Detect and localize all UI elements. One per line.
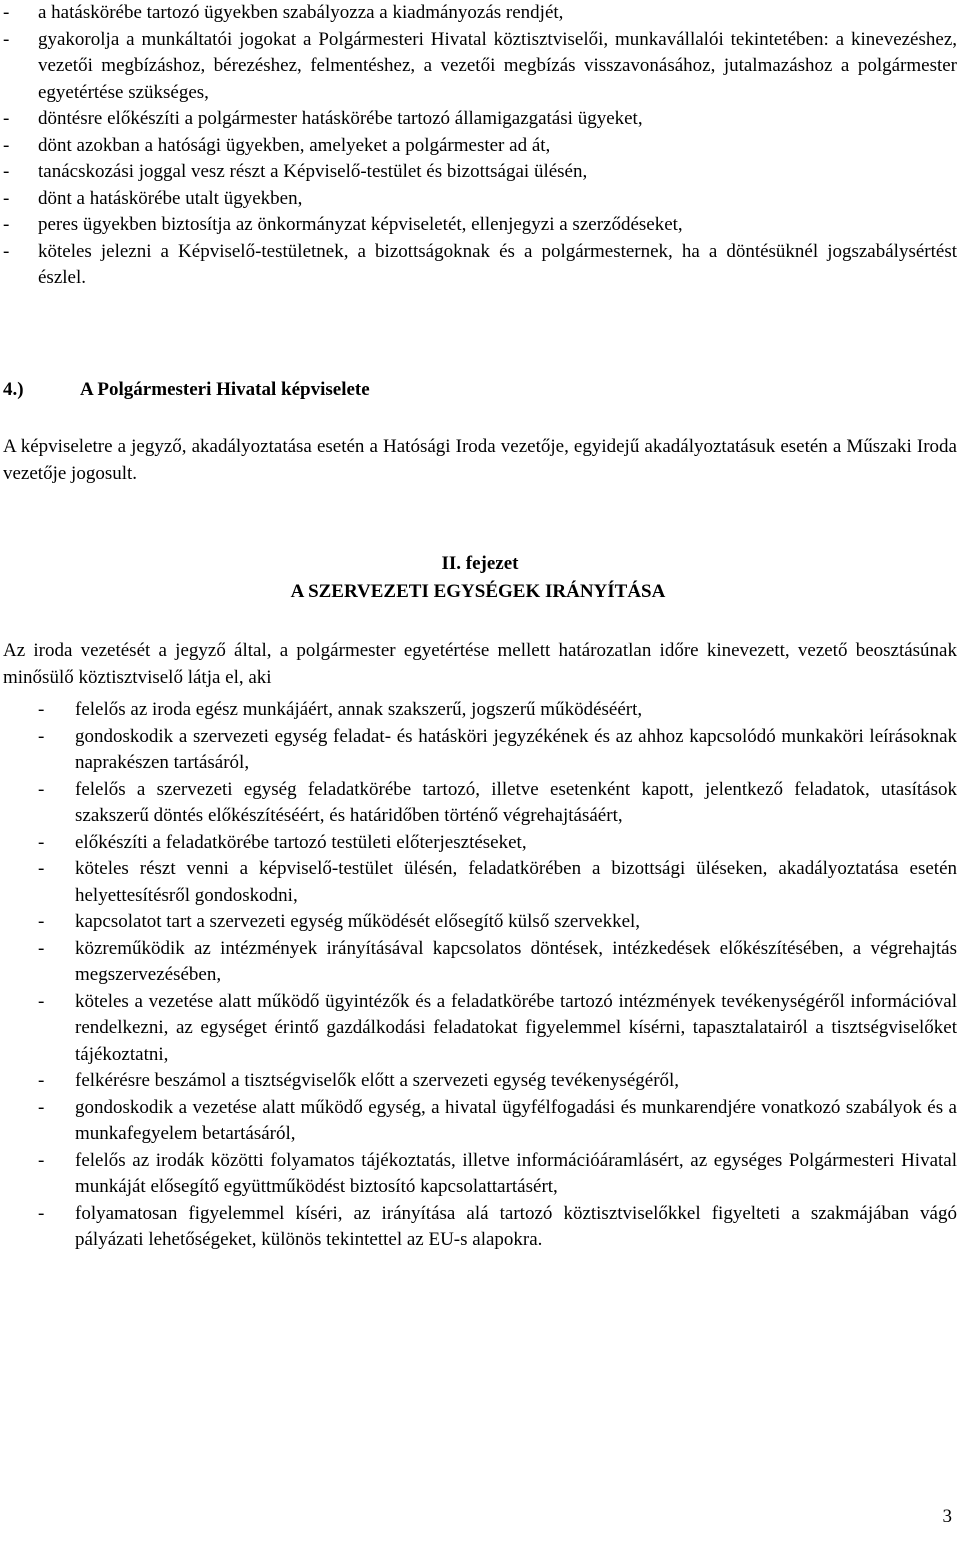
bullet-dash: - bbox=[3, 161, 10, 182]
list-item bbox=[0, 1201, 957, 1254]
section-number: 4.) bbox=[3, 379, 24, 400]
list-item bbox=[0, 777, 957, 830]
list-item bbox=[0, 909, 957, 936]
list-item-text: gondoskodik a szervezeti egység feladat- és hatásköri jegyzékének és az ahhoz kapcsolódó munkaköri leírásoknak naprakészen tartásáról, bbox=[75, 725, 957, 773]
list-item-text: felkérésre beszámol a tisztségviselők előtt a szervezeti egység tevékenységéről, bbox=[75, 1070, 680, 1091]
bullet-dash: - bbox=[38, 858, 45, 879]
bullet-dash: - bbox=[3, 214, 10, 235]
bullet-dash: - bbox=[38, 1070, 45, 1091]
list-item bbox=[0, 1095, 957, 1148]
duties-list-iroda-vezeto bbox=[0, 697, 957, 1254]
list-item-text: felelős az iroda egész munkájáért, annak szakszerű, jogszerű működéséért, bbox=[75, 699, 643, 720]
bullet-dash: - bbox=[3, 240, 10, 262]
list-item bbox=[0, 27, 957, 107]
bullet-dash: - bbox=[3, 187, 10, 209]
bullet-dash: - bbox=[38, 937, 45, 959]
list-item bbox=[0, 1068, 957, 1095]
list-item-text: közreműködik az intézmények irányításával kapcsolatos döntések, intézkedések előkészítésében, a végrehajtás megszervezésében, bbox=[75, 937, 957, 985]
duties-list-jegyzo bbox=[0, 0, 957, 292]
list-item bbox=[0, 186, 957, 213]
list-item-text: dönt a hatáskörébe utalt ügyekben, bbox=[38, 187, 303, 209]
bullet-dash: - bbox=[38, 911, 45, 932]
bullet-dash: - bbox=[38, 699, 45, 720]
list-item-text: folyamatosan figyelemmel kíséri, az irányítása alá tartozó köztisztviselőkkel figyelteti a szakmájában vágó pályázati lehetőségeket, különös tekintettel az EU-s alapokra. bbox=[75, 1202, 957, 1250]
list-item-text: köteles jelezni a Képviselő-testületnek, a bizottságoknak és a polgármesternek, ha a döntésüknél jogszabálysértést észlel. bbox=[38, 240, 957, 288]
list-item bbox=[0, 697, 957, 724]
bullet-dash: - bbox=[38, 778, 45, 800]
page-number: 3 bbox=[942, 1506, 952, 1527]
list-item-text: döntésre előkészíti a polgármester hatáskörébe tartozó államigazgatási ügyeket, bbox=[38, 108, 643, 129]
bullet-dash: - bbox=[38, 725, 45, 747]
list-item bbox=[0, 0, 957, 27]
list-item bbox=[0, 159, 957, 186]
list-item-text: köteles a vezetése alatt működő ügyintézők és a feladatkörébe tartozó intézmények tevékenységéről információval rendelkezni, az egységet érintő gazdálkodási feladatokat figyelemmel kísérni, tapasztalatairól a tisztségviselőket tájékoztatni, bbox=[75, 990, 957, 1065]
chapter-number: II. fejezet bbox=[441, 553, 519, 574]
list-item-text: köteles részt venni a képviselő-testület ülésén, feladatkörében a bizottsági üléseken, akadályoztatása esetén helyettesítésről gondoskodni, bbox=[75, 858, 957, 906]
list-item-text: gondoskodik a vezetése alatt működő egység, a hivatal ügyfélfogadási és munkarendjére vonatkozó szabályok és a munkafegyelem betartásáról, bbox=[75, 1096, 957, 1144]
bullet-dash: - bbox=[38, 990, 45, 1012]
representation-paragraph: A képviseletre a jegyző, akadályoztatása esetén a Hatósági Iroda vezetője, egyidejű akadályoztatásuk esetén a Műszaki Iroda vezetője jogosult. bbox=[3, 436, 957, 484]
list-item bbox=[0, 936, 957, 989]
list-item bbox=[0, 133, 957, 160]
list-item-text: a hatáskörébe tartozó ügyekben szabályozza a kiadmányozás rendjét, bbox=[38, 2, 564, 23]
list-item-text: kapcsolatot tart a szervezeti egység működését elősegítő külső szervekkel, bbox=[75, 911, 641, 932]
list-item-text: gyakorolja a munkáltatói jogokat a Polgármesteri Hivatal köztisztviselői, munkavállalói tekintetében: a kinevezéshez, vezetői megbízáshoz, bérezéshez, felmentéshez, a vezetői megbízás visszavonásához, jutalmazáshoz a polgármester egyetértése szükséges, bbox=[38, 28, 957, 103]
bullet-dash: - bbox=[38, 1096, 45, 1118]
bullet-dash: - bbox=[38, 1202, 45, 1224]
list-item-text: előkészíti a feladatkörébe tartozó testületi előterjesztéseket, bbox=[75, 831, 527, 853]
bullet-dash: - bbox=[3, 2, 10, 23]
bullet-dash: - bbox=[38, 1149, 45, 1171]
list-item bbox=[0, 989, 957, 1069]
bullet-dash: - bbox=[3, 28, 10, 50]
list-item bbox=[0, 856, 957, 909]
list-item-text: dönt azokban a hatósági ügyekben, amelyeket a polgármester ad át, bbox=[38, 134, 551, 156]
chapter-title: A SZERVEZETI EGYSÉGEK IRÁNYÍTÁSA bbox=[290, 581, 666, 602]
list-item bbox=[0, 724, 957, 777]
list-item bbox=[0, 1148, 957, 1201]
bullet-dash: - bbox=[3, 134, 10, 156]
list-item bbox=[0, 830, 957, 857]
list-item bbox=[0, 239, 957, 292]
list-item-text: peres ügyekben biztosítja az önkormányzat képviseletét, ellenjegyzi a szerződéseket, bbox=[38, 214, 683, 235]
list-item-text: tanácskozási joggal vesz részt a Képviselő-testület és bizottságai ülésén, bbox=[38, 161, 588, 182]
section-heading bbox=[3, 377, 370, 404]
bullet-dash: - bbox=[3, 108, 10, 129]
bullet-dash: - bbox=[38, 831, 45, 853]
list-item-text: felelős az irodák közötti folyamatos tájékoztatás, illetve információáramlásért, az egységes Polgármesteri Hivatal munkáját elősegítő együttműködést biztosító kapcsolattartásért, bbox=[75, 1149, 957, 1197]
list-item bbox=[0, 212, 957, 239]
chapter-intro-paragraph: Az iroda vezetését a jegyző által, a polgármester egyetértése mellett határozatlan időre kinevezett, vezető beosztásúnak minősülő köztisztviselő látja el, aki bbox=[3, 640, 957, 688]
list-item-text: felelős a szervezeti egység feladatkörébe tartozó, illetve esetenként kapott, jelentkező feladatok, utasítások szakszerű döntés előkészítéséért, és határidőben történő végrehajtásáért, bbox=[75, 778, 957, 826]
list-item bbox=[0, 106, 957, 133]
section-title: A Polgármesteri Hivatal képviselete bbox=[80, 379, 370, 400]
